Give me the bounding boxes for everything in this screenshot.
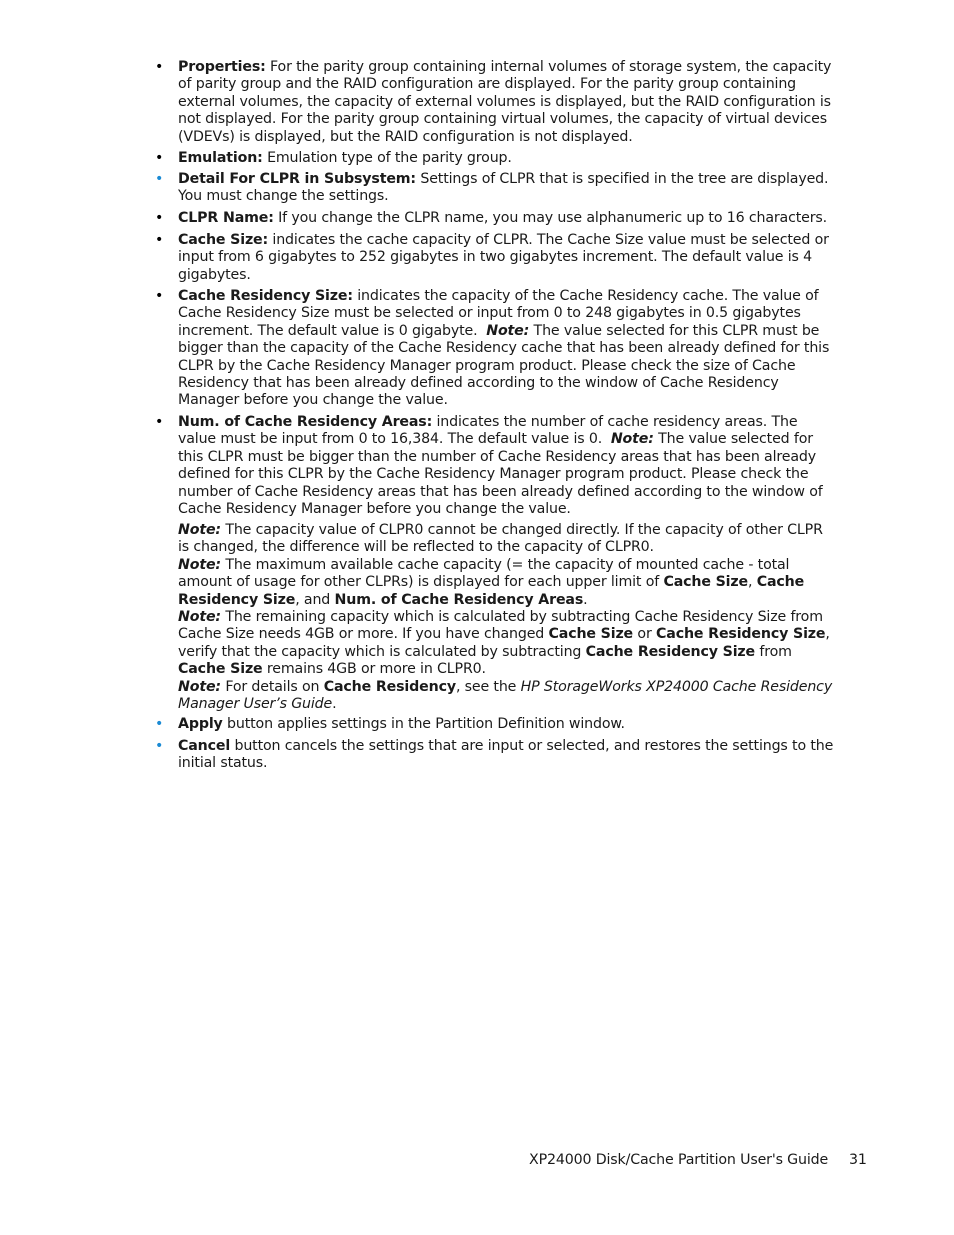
note-paragraph: [178, 679, 838, 714]
note-paragraph: [178, 609, 838, 679]
term-label: Apply: [178, 716, 223, 732]
bullet: •: [155, 59, 164, 75]
term-label: CLPR Name:: [178, 210, 274, 226]
note-label: Note:: [486, 322, 530, 339]
note-label: Note:: [178, 522, 221, 538]
list-item-num-cache-residency-areas: [155, 414, 838, 518]
term-text: Emulation type of the parity group.: [267, 150, 512, 166]
note-text: , see the: [455, 678, 517, 695]
term-text: The value selected for this CLPR must be bigger than the capacity of the Cache Residency cache that has been already defined for this CLPR by the Cache Residency Manager program product. Please check the size of Cache Residency that has been already defined according to the window of Cache Residency Manager before you change the value.: [178, 322, 830, 409]
note-text: The remaining capacity which is calculated by subtracting Cache Residency Size from Cache Size needs 4GB or more. If you have changed: [178, 609, 823, 643]
note-label: Note:: [178, 609, 221, 626]
list-item-detail-clpr: [155, 171, 838, 206]
term-text: indicates the cache capacity of CLPR. The Cache Size value must be selected or input from 6 gigabytes to 252 gigabytes in two gigabytes increment. The default value is 4 gigabytes.: [178, 232, 829, 283]
note-text: The maximum available cache capacity (= the capacity of mounted cache - total amount of usage for other CLPRs) is displayed for each upper limit of: [178, 556, 790, 591]
term-label: Properties:: [178, 59, 266, 75]
note-text: .: [583, 591, 588, 608]
term-ref: Cache Residency Size: [585, 643, 756, 660]
note-paragraph: [178, 522, 838, 557]
note-label: Note:: [610, 431, 654, 448]
note-label: Note:: [178, 678, 221, 695]
term-label: Detail For CLPR in Subsystem:: [178, 171, 416, 187]
note-paragraph: [178, 557, 838, 609]
term-label: Cache Size:: [178, 232, 269, 248]
footer-title: XP24000 Disk/Cache Partition User's Guide: [529, 1152, 829, 1168]
bullet: •: [155, 210, 164, 226]
note-text: For details on: [225, 678, 320, 695]
bullet: •: [155, 150, 164, 166]
note-text: ,: [747, 574, 753, 591]
list-item-cache-size: [155, 232, 838, 284]
note-text: from: [759, 643, 792, 660]
notes-block: [178, 522, 838, 713]
note-text: .: [332, 696, 337, 713]
note-text: remains 4GB or more in CLPR0.: [266, 661, 486, 678]
bullet: •: [155, 716, 164, 732]
page-number: 31: [849, 1152, 867, 1168]
guide-title: HP StorageWorks XP24000 Cache Residency Manager User’s Guide: [178, 678, 833, 713]
term-text: indicates the number of cache residency areas. The value must be input from 0 to 16,384. The default value is 0.: [178, 414, 798, 448]
note-text: The capacity value of CLPR0 cannot be changed directly. If the capacity of other CLPR is changed, the difference will be reflected to the capacity of CLPR0.: [178, 522, 823, 556]
term-ref: Cache Residency: [323, 678, 456, 695]
bullet: •: [155, 288, 164, 304]
list-item-cache-residency-size: [155, 288, 838, 410]
list-item-apply: [155, 716, 838, 733]
term-text: button applies settings in the Partition Definition window.: [227, 716, 625, 732]
bullet: •: [155, 232, 164, 248]
note-text: , verify that the capacity which is calculated by subtracting: [178, 626, 830, 660]
term-label: Cache Residency Size:: [178, 288, 353, 304]
term-text: indicates the capacity of the Cache Residency cache. The value of Cache Residency Size must be selected or input from 0 to 248 gigabytes in 0.5 gigabytes increment. The default value is 0 gigabyte.: [178, 288, 819, 339]
term-label: Num. of Cache Residency Areas:: [178, 414, 433, 430]
term-text: Settings of CLPR that is specified in the tree are displayed. You must change the settings.: [178, 171, 829, 205]
term-ref: Cache Size: [178, 661, 263, 678]
note-label: Note:: [178, 556, 221, 573]
term-text: button cancels the settings that are input or selected, and restores the settings to the initial status.: [178, 738, 834, 772]
list-item-properties: [155, 59, 838, 146]
term-ref: Cache Residency Size: [656, 626, 826, 643]
term-text: For the parity group containing internal volumes of storage system, the capacity of parity group and the RAID configuration are displayed. For the parity group containing external volumes, the capacity of external volumes is displayed, but the RAID configuration is not displayed. For the parity group containing virtual volumes, the capacity of virtual devices (VDEVs) is displayed, but the RAID configuration is not displayed.: [178, 59, 832, 145]
term-text: If you change the CLPR name, you may use alphanumeric up to 16 characters.: [278, 210, 828, 226]
term-ref: Cache Size: [548, 626, 634, 643]
term-ref: Cache Residency Size: [178, 574, 805, 608]
bullet: •: [155, 171, 164, 187]
term-ref: Num. of Cache Residency Areas: [334, 591, 584, 608]
term-text: The value selected for this CLPR must be bigger than the number of Cache Residency areas that has been already defined for this CLPR by the Cache Residency Manager program product. Please check the number of Cache Residency areas that has been already defined according to the window of Cache Residency Manager before you change the value.: [178, 431, 823, 518]
term-label: Cancel: [178, 738, 231, 754]
list-item-cancel: [155, 738, 838, 773]
term-ref: Cache Size: [663, 574, 748, 591]
note-text: , and: [295, 591, 331, 608]
term-label: Emulation:: [178, 150, 263, 166]
bullet: •: [155, 738, 164, 754]
bullet: •: [155, 414, 164, 430]
list-item-clpr-name: [155, 210, 838, 227]
list-item-emulation: [155, 150, 838, 167]
note-text: or: [637, 626, 652, 643]
